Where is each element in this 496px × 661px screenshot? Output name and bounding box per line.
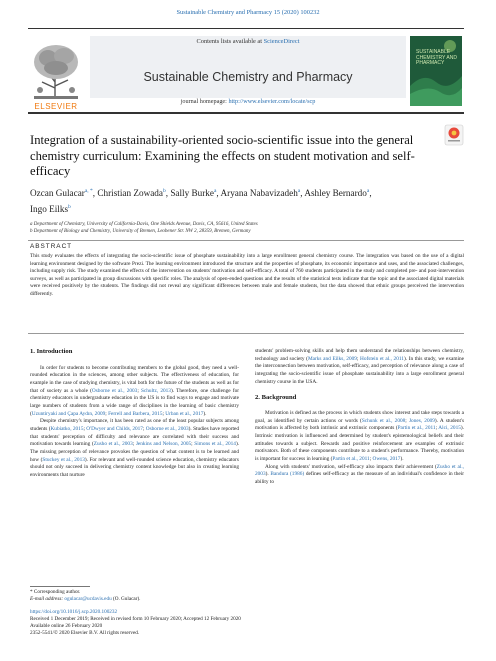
text-run: ). The missing perception of relevance provokes the question of what content is to be learned and how ( [30,441,240,463]
citation-link[interactable]: Zusho et al., 2003 [255,463,464,478]
citation-link[interactable]: Ferrell and Barbera, 2015 [108,410,163,417]
text-run: ). [203,410,207,417]
text-run: ; [137,387,141,394]
text-run: ). Studies have reported that students' perception of difficulty and relevance are correlated with their success and motivation towards learning ( [30,425,240,448]
cover-title: SUSTAINABLE CHEMISTRY AND PHARMACY [416,49,457,67]
sciencedirect-link[interactable]: ScienceDirect [263,38,300,45]
section-heading-introduction: 1. Introduction [30,348,73,355]
author[interactable]: Ashley Bernardo$^a$ [304,188,370,199]
citation-link[interactable]: Partin et al., 2011 [332,455,370,462]
citation-link[interactable]: Bandura (1986) [270,471,305,478]
right-column [255,348,464,487]
citation-link[interactable]: Kubiatko, 2015 [50,425,84,432]
citation-link[interactable]: O'Dwyer and Childs, 2017 [86,425,143,432]
corresponding-author-note: * Corresponding author. [30,589,81,595]
abstract-heading: ABSTRACT [30,243,73,250]
paragraph [30,365,239,419]
journal-header-banner [90,36,406,98]
text-run: ; [162,410,166,417]
paragraph [255,348,464,386]
paragraph [30,418,239,479]
citation-link[interactable]: Osborne et al., 2003 [91,387,138,394]
journal-cover-image [410,36,462,106]
citation-link[interactable]: Uzuntiryaki and Çapa Aydın, 2009 [31,410,106,417]
footnote-rule [30,586,90,587]
text-run: ). In this study, we examine the interconnection between motivation, self-efficacy, and perception of relevance along a case of integrating the socio-scientific issue of phosphate sustainability into a large enrollment general chemistry course in the USA. [255,355,464,385]
left-column [30,348,239,480]
email-suffix: (O. Gulacar). [111,596,141,602]
journal-citation[interactable]: Sustainable Chemistry and Pharmacy 15 (2020) 100232 [176,9,320,16]
citation-link[interactable]: Alci, 2015 [438,425,461,432]
abstract-bottom-rule [28,333,464,334]
citation-link[interactable]: Urban et al., 2017 [165,410,204,417]
homepage-prefix: journal homepage: [180,98,229,105]
text-run: Motivation is defined as the process in which students show interest and take steps towards a goal, as identified by certain actions or words ( [255,409,464,424]
text-run: ; [83,425,87,432]
article-title: Integration of a sustainability-oriented socio-scientific issue into the general chemistry curriculum: Examining the effects on student motivation and self-efficacy [30,133,415,178]
email-link[interactable]: ogulacar@ucdavis.edu [64,596,112,602]
author[interactable]: Ingo Eilks$^b$ [30,203,71,214]
citation-link[interactable]: Jenkins and Nelson, 2005 [135,441,192,448]
homepage-link[interactable]: http://www.elsevier.com/locate/scp [228,98,316,105]
citation-link[interactable]: Marks and Eilks, 2009 [307,355,357,362]
email-label: E-mail address: [30,596,65,602]
citation-link[interactable]: Zusho et al., 2003 [93,441,133,448]
homepage-line [90,98,406,105]
author[interactable]: Ozcan Gulacar$^{a, *}$ [30,188,93,199]
doi-link[interactable]: https://doi.org/10.1016/j.scp.2020.100232 [30,609,118,615]
citation-link[interactable]: Schunk et al., 2008 [361,417,406,424]
text-run: In order for students to become contributing members to the global good, they need a well-rounded education in the sciences, among other subjects. The effectiveness of education, for example in the case of studying chemistry, is vital both for the future of the students as well as for that of society as a whole ( [30,364,239,394]
text-run: Despite chemistry's importance, it has been rated as one of the least popular subjects among students ( [30,418,239,432]
text-run: ; [105,410,109,417]
text-run: ). A student's motivation is affected by both intrinsic and extrinsic components ( [255,417,465,432]
header-bottom-rule [28,112,464,114]
citation-link[interactable]: Schultz, 2013 [140,387,171,394]
paragraph [255,464,464,487]
text-run: ). For relevant and well-rounded science education, chemistry educators should not only succeed in delivering chemistry content knowledge but also in creating learning environments that nurture [30,456,239,478]
text-run: ). [400,455,404,462]
text-run: ). Intrinsic motivation is influenced and determined by student's epistemological beliefs and their attitudes towards a subject. Rewards and positive reinforcement are examples of extrinsic motivators. Both of these components contribute to a student's performance. Thereby, motivation is important for success in learning ( [255,425,464,462]
text-run: students' problem-solving skills and help them understand the relationships between chemistry, technology and society ( [255,348,464,362]
citation-link[interactable]: Stuckey et al., 2013 [42,456,85,463]
text-run: ; [132,441,136,448]
text-run: ; [142,425,146,432]
citation-link[interactable]: Hofstein et al., 2011 [360,355,404,362]
text-run: ). Therefore, one challenge for chemistry educators in undergraduate education in the US is to find ways to engage and motivate large numbers of students from a wide range of disciplines in the learning of basic chemistry ( [30,387,240,417]
text-run: ; [356,355,361,362]
abstract-text: This study evaluates the effects of integrating the socio-scientific issue of phosphate sustainability into a large enrollment general chemistry course. The integration was based on the use of a digital learning environment designed by the software Prezi. The learning environment introduced the structure and the properties of phosphate, its economic importance and uses, and the associated challenges, including supply risk. The study examined the effects of the intervention on students' motivation and self-efficacy. A total of 760 students participated in the study and completed pre- and post-intervention surveys, as well as participated in group discussions with specific roles. The analysis of open-ended questions and the results of the statistical tests indicate that the topic and the associated digital materials were received positively by the students. The findings did not reveal any significant differences between male and female students, but the data showed that ethnic groups perceived the intervention differently. [30,253,464,297]
journal-title: Sustainable Chemistry and Pharmacy [143,70,353,84]
section-heading-background: 2. Background [255,394,297,402]
received-dates: Received 1 December 2019; Received in revised form 10 February 2020; Accepted 12 February 2020 [30,616,241,622]
text-run: ; [191,441,195,448]
text-run: defines self-efficacy as the measure of an individual's confidence in their ability to [255,471,464,485]
paragraph [255,410,464,464]
publisher-wordmark: ELSEVIER [34,102,78,111]
affiliation-b: b Department of Biology and Chemistry, University of Bremen, Leobener Str. NW 2, 28359, Bremen, Germany [30,229,251,234]
affiliation-a: a Department of Chemistry, University of California-Davis, One Shields Avenue, Davis, CA, 95616, United States [30,222,258,227]
header-top-rule [28,28,464,29]
contents-line [90,38,406,45]
available-online: Available online 26 February 2020 [30,623,103,629]
citation-link[interactable]: Simons et al., 2014 [194,441,236,448]
author[interactable]: Sally Burke$^a$ [170,188,217,199]
text-run: ). [265,471,271,478]
text-run: Along with students' motivation, self-efficacy also impacts their achievement ( [265,463,437,470]
email-note [30,596,140,603]
elsevier-tree-logo [28,38,84,104]
text-run: ; [435,425,439,432]
text-run: ; [369,455,373,462]
citation-link[interactable]: Jones, 2009 [408,417,435,424]
citation-link[interactable]: Osborne et al., 2003 [145,425,189,432]
check-for-updates-icon[interactable] [444,124,464,146]
citation-link[interactable]: Partin et al., 2011 [397,425,436,432]
contents-prefix: Contents lists available at [196,38,264,45]
author-list: Ozcan Gulacar$^{a, *}$, Christian Zowada$^b$, Sally Burke$^a$, Aryana Nabavizadeh$^a$, Ashley Bernardo$^a$, Ingo Eilks$^b$ [30,188,372,214]
text-run: ; [405,417,409,424]
author[interactable]: Christian Zowada$^b$ [97,188,166,199]
citation-link[interactable]: Owens, 2017 [372,455,401,462]
copyright: 2352-5541/© 2020 Elsevier B.V. All rights reserved. [30,630,140,636]
author[interactable]: Aryana Nabavizadeh$^a$ [220,188,301,199]
abstract-top-rule [28,240,464,241]
